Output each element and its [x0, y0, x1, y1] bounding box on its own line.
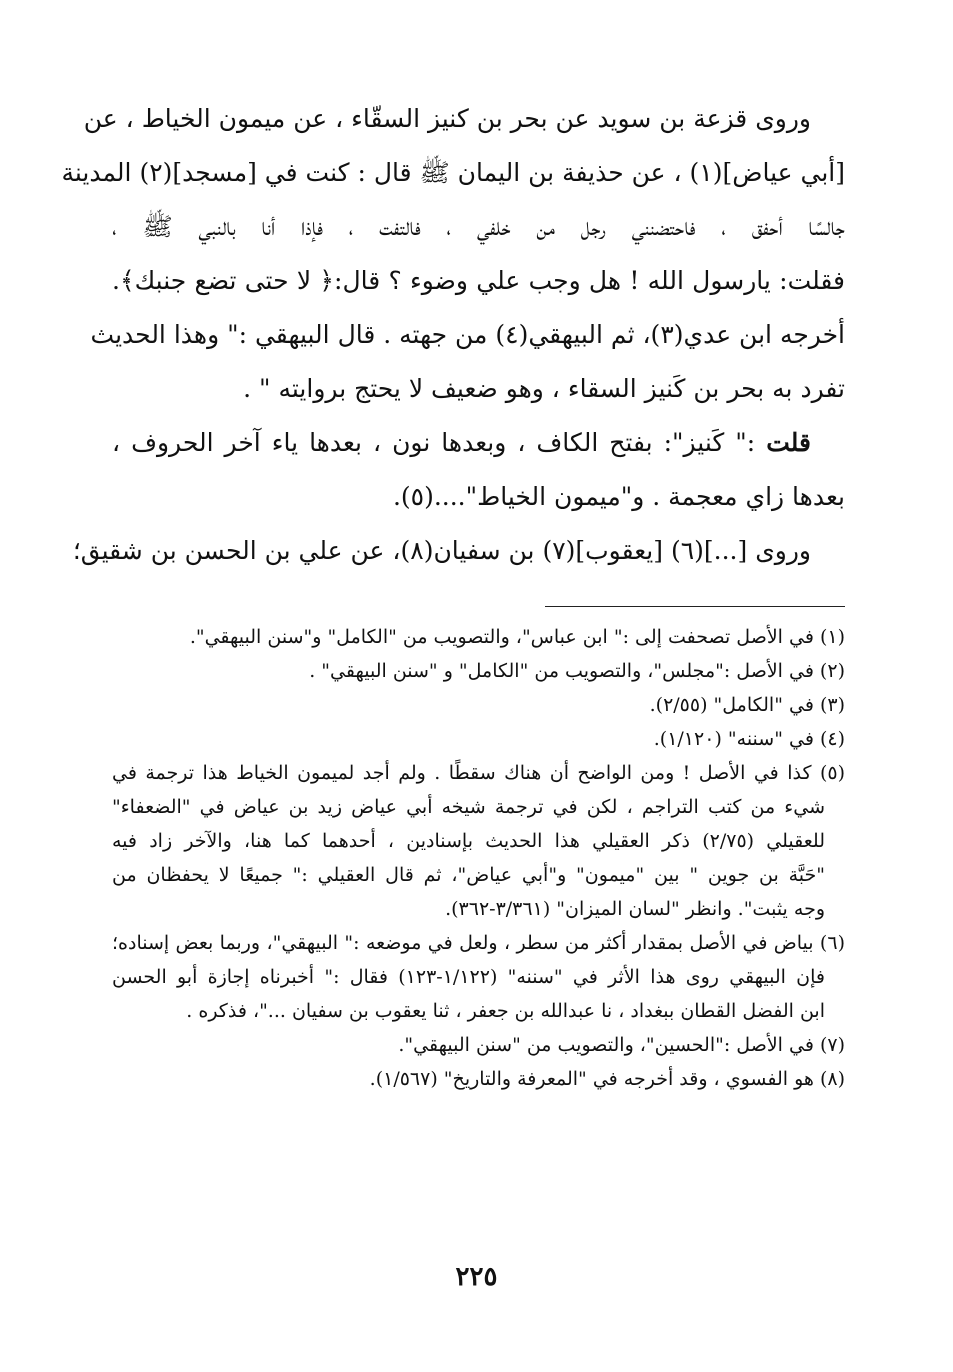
footnote-line: (٥) كذا في الأصل ! ومن الواضح أن هناك سقطًا . ولم أجد لميمون الخياط هذا ترجمة في	[112, 762, 846, 784]
body-line: [أبي عياض](١) ، عن حذيفة بن اليمان ﷺ قال : كنت في [مسجد](٢) المدينة	[61, 158, 845, 187]
footnote-line: "حَبَّة بن جوين " بين "ميمون" و"أبي عياض"، ثم قال العقيلي :" جميعًا لا يحفظان من	[112, 864, 825, 886]
qult-word: قلت	[766, 428, 811, 457]
footnote-line: (٦) بياض في الأصل بمقدار أكثر من سطر ، ولعل في موضعه :" البيهقي"، وربما بعض إسناده؛	[112, 932, 845, 954]
qult-text: :" كَنيز": بفتح الكاف ، وبعدها نون ، بعدها ياء آخر الحروف ،	[112, 428, 756, 457]
body-line: وروى [...](٦) [يعقوب](٧) بن سفيان(٨)، عن علي بن الحسن بن شقيق؛	[72, 536, 811, 565]
body-line-qult	[112, 416, 845, 470]
footnote-line: وجه يثبت". وانظر "لسان الميزان" (٣/٣٦١-٣٦٢).	[445, 898, 825, 920]
footnote-line: (١) في الأصل تصحفت إلى :" ابن عباس"، والتصويب من "الكامل" و"سنن البيهقي".	[189, 626, 845, 648]
body-line: بعدها زاي معجمة . و"ميمون الخياط"....(٥).	[392, 482, 845, 511]
body-line: أخرجه ابن عدي(٣)، ثم البيهقي(٤) من جهته . قال البيهقي :" وهذا الحديث	[90, 320, 845, 349]
footnote-line: (٣) في "الكامل" (٢/٥٥).	[649, 694, 845, 716]
footnote-line: (٧) في الأصل :"الحسين"، والتصويب من "سنن البيهقي".	[398, 1034, 845, 1056]
footnote-line: ابن الفضل القطان ببغداد ، نا عبدالله بن جعفر ، ثنا يعقوب بن سفيان ..."، فذكره .	[186, 1000, 825, 1022]
footnote-line: شيء من كتب التراجم ، لكن في ترجمة شيخه أبي عياض زيد بن عياض في "الضعفاء"	[112, 796, 825, 818]
main-text	[61, 92, 845, 578]
body-line: فقلت: يارسول الله ! هل وجب علي وضوء ؟ قال:﴿ لا حتى تضع جنبك﴾.	[112, 266, 845, 295]
footnote-line: (٨) هو الفسوي ، وقد أخرجه في "المعرفة والتاريخ" (١/٥٦٧).	[369, 1068, 845, 1090]
footnote-line: (٢) في الأصل :"مجلس"، والتصويب من "الكامل" و "سنن البيهقي" .	[309, 660, 845, 682]
footnote-line: فإن البيهقي روى هذا الأثر في "سننه" (١/١٢٢-١٢٣) فقال :" أخبرناه إجازة أبو الحسن	[112, 966, 826, 988]
footnote-separator	[545, 606, 845, 607]
page-number: ٢٢٥	[455, 1262, 498, 1292]
body-line: تفرد به بحر بن كَنيز السقاء ، وهو ضعيف لا يحتج بروايته " .	[243, 374, 845, 403]
footnotes	[112, 620, 845, 1096]
footnote-line: (٤) في "سننه" (١/١٢٠).	[653, 728, 845, 750]
body-line: وروى قزعة بن سويد عن بحر بن كنيز السقّاء ، عن ميمون الخياط ، عن	[83, 104, 811, 133]
body-line: جالسًا أحفق ، فاحتضنني رجل من خلفي ، فالتفت ، فإذا أنا بالنبي ﷺ ،	[112, 212, 845, 241]
footnote-line: للعقيلي (٢/٧٥) ذكر العقيلي هذا الحديث بإسنادين ، أحدهما كما هنا، والآخر زاد فيه	[112, 830, 826, 852]
